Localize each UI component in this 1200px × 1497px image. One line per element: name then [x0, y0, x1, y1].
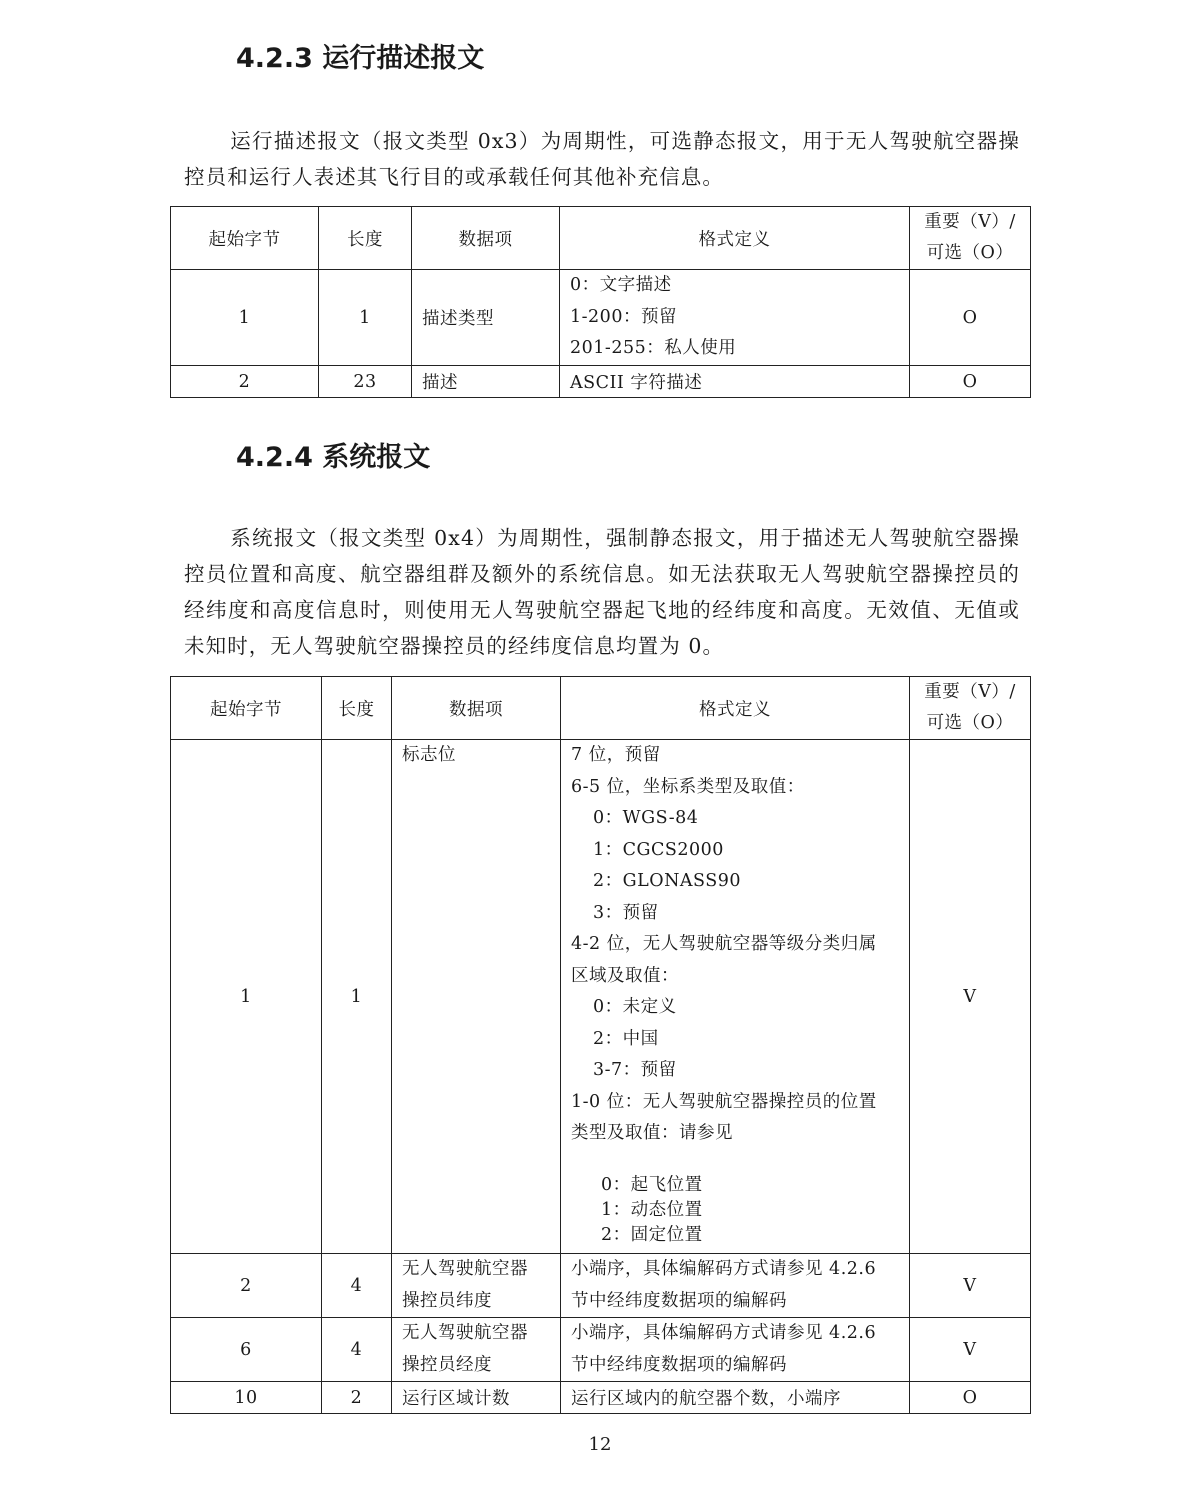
cell-format-definition: ASCII 字符描述	[560, 366, 910, 398]
paragraph-text: 运行描述报文（报文类型 0x3）为周期性，可选静态报文，用于无人驾驶航空器操控员和运行人表述其飞行目的或承载任何其他补充信息。	[184, 129, 1020, 189]
cell-data-item: 标志位	[392, 740, 561, 1254]
spacer	[571, 1150, 899, 1173]
table-header-row	[171, 207, 1031, 270]
cell-start-byte: 2	[171, 1254, 322, 1318]
header-data-item: 数据项	[392, 677, 561, 740]
header-length: 长度	[322, 677, 392, 740]
table-header-row	[171, 677, 1031, 740]
cell-required-optional: V	[910, 740, 1031, 1254]
cell-format-definition: 运行区域内的航空器个数，小端序	[561, 1382, 910, 1414]
paragraph-text: 系统报文（报文类型 0x4）为周期性，强制静态报文，用于描述无人驾驶航空器操控员位置和高度、航空器组群及额外的系统信息。如无法获取无人驾驶航空器操控员的经纬度和高度信息时，则使用无人驾驶航空器起飞地的经纬度和高度。无效值、无值或未知时，无人驾驶航空器操控员的经纬度信息均置为 0。	[184, 526, 1020, 658]
cell-length: 4	[322, 1318, 392, 1382]
table-row	[171, 1382, 1031, 1414]
cell-required-optional: V	[910, 1254, 1031, 1318]
cell-required-optional: O	[910, 1382, 1031, 1414]
section-4-2-3-paragraph	[184, 123, 1020, 195]
cell-data-item: 无人驾驶航空器 操控员经度	[392, 1318, 561, 1382]
cell-length: 1	[322, 740, 392, 1254]
cell-format-definition: 小端序，具体编解码方式请参见 4.2.6 节中经纬度数据项的编解码	[561, 1318, 910, 1382]
cell-format-definition: 小端序，具体编解码方式请参见 4.2.6 节中经纬度数据项的编解码	[561, 1254, 910, 1318]
cell-data-item: 无人驾驶航空器 操控员纬度	[392, 1254, 561, 1318]
cell-start-byte: 2	[171, 366, 319, 398]
cell-required-optional: V	[910, 1318, 1031, 1382]
cell-start-byte: 1	[171, 740, 322, 1254]
cell-data-item: 描述	[412, 366, 560, 398]
table-row	[171, 1254, 1031, 1318]
header-data-item: 数据项	[412, 207, 560, 270]
cell-format-definition: 0：文字描述 1-200：预留 201-255：私人使用	[560, 270, 910, 366]
cell-data-item: 描述类型	[412, 270, 560, 366]
cell-length: 4	[322, 1254, 392, 1318]
header-length: 长度	[319, 207, 412, 270]
page-number: 12	[588, 1434, 612, 1455]
cell-required-optional: O	[910, 270, 1031, 366]
cell-length: 23	[319, 366, 412, 398]
table-row	[171, 1318, 1031, 1382]
header-start-byte: 起始字节	[171, 677, 322, 740]
cell-start-byte: 1	[171, 270, 319, 366]
cell-data-item: 运行区域计数	[392, 1382, 561, 1414]
cell-required-optional: O	[910, 366, 1031, 398]
table-row	[171, 366, 1031, 398]
table-row-flags	[171, 740, 1031, 1254]
cell-start-byte: 10	[171, 1382, 322, 1414]
system-message-table	[170, 676, 1031, 1414]
cell-start-byte: 6	[171, 1318, 322, 1382]
header-format-definition: 格式定义	[560, 207, 910, 270]
run-description-message-table	[170, 206, 1031, 398]
header-format-definition: 格式定义	[561, 677, 910, 740]
cell-format-definition: 7 位，预留 6-5 位，坐标系类型及取值： 0：WGS-84 1：CGCS2000 2：GLONASS90 3：预留 4-2 位，无人驾驶航空器等级分类归属 区域及取值： 0：未定义 2：中国 3-7：预留 1-0 位：无人驾驶航空器操控员的位置 类型及取值：请参见 0：起飞位置 1：动态位置 2：固定位置	[561, 740, 910, 1254]
header-start-byte: 起始字节	[171, 207, 319, 270]
section-heading-4-2-4: 4.2.4 系统报文	[236, 442, 431, 473]
section-4-2-4-paragraph	[184, 520, 1020, 664]
header-required-optional: 重要（V）/ 可选（O）	[910, 207, 1031, 270]
table-row	[171, 270, 1031, 366]
cell-length: 1	[319, 270, 412, 366]
header-required-optional: 重要（V）/ 可选（O）	[910, 677, 1031, 740]
section-heading-4-2-3: 4.2.3 运行描述报文	[236, 43, 485, 74]
cell-length: 2	[322, 1382, 392, 1414]
